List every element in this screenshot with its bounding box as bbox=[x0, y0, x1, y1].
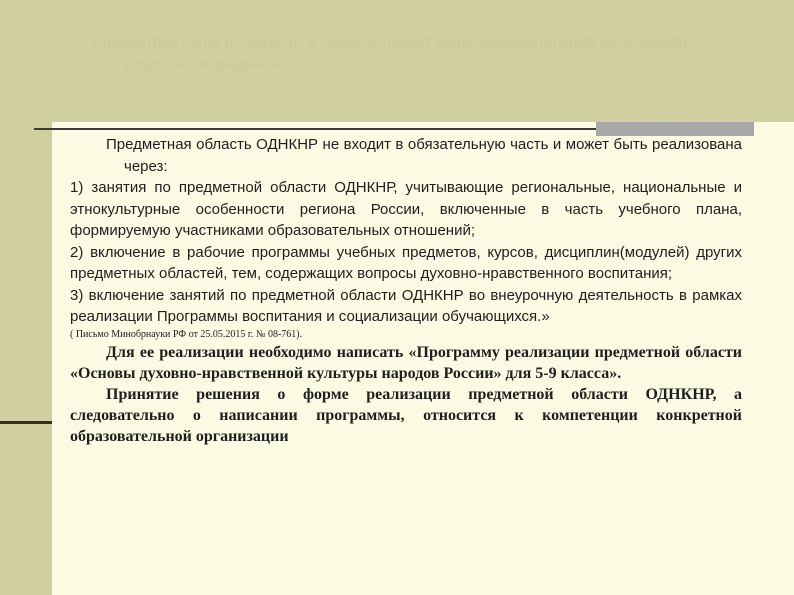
title-divider bbox=[34, 128, 600, 130]
list-item-3: 3) включение занятий по предметной области ОДНКНР во внеурочную деятельность в рамках реализации Программы воспитания и социализации обучающихся.» bbox=[70, 286, 742, 325]
left-bar-divider bbox=[0, 421, 52, 424]
slide-title-line-2: ... реализации предметной области bbox=[108, 56, 356, 73]
left-decorative-bar bbox=[0, 0, 52, 595]
slide-content bbox=[70, 134, 742, 447]
emphasis-paragraph-1: Для ее реализации необходимо написать «Программу реализации предметной области «Основы духовно-нравственной культуры народов России» для 5-9 класса». bbox=[70, 343, 742, 382]
emphasis-paragraph-2: Принятие решения о форме реализации предметной области ОДНКНР, а следовательно о написании программы, относится к компетенции конкретной образовательной организации bbox=[70, 385, 742, 445]
intro-paragraph: Предметная область ОДНКНР не входит в обязательную часть и может быть реализована через: bbox=[106, 136, 742, 175]
source-citation: ( Письмо Минобрнауки РФ от 25.05.2015 г. № 08-761). bbox=[70, 328, 303, 340]
list-item-2: 2) включение в рабочие программы учебных предметов, курсов, дисциплин(модулей) других предметных областей, тем, содержащих вопросы духовно-нравственного воспитания; bbox=[70, 243, 742, 282]
slide-title-line-1: Предметная область ОДНКНР в учебных планах общеобразовательных организаций bbox=[92, 34, 688, 51]
list-item-1: 1) занятия по предметной области ОДНКНР, учитывающие региональные, национальные и этнокультурные особенности региона России, включенные в часть учебного плана, формируемую участниками образовательных отношений; bbox=[70, 179, 742, 239]
